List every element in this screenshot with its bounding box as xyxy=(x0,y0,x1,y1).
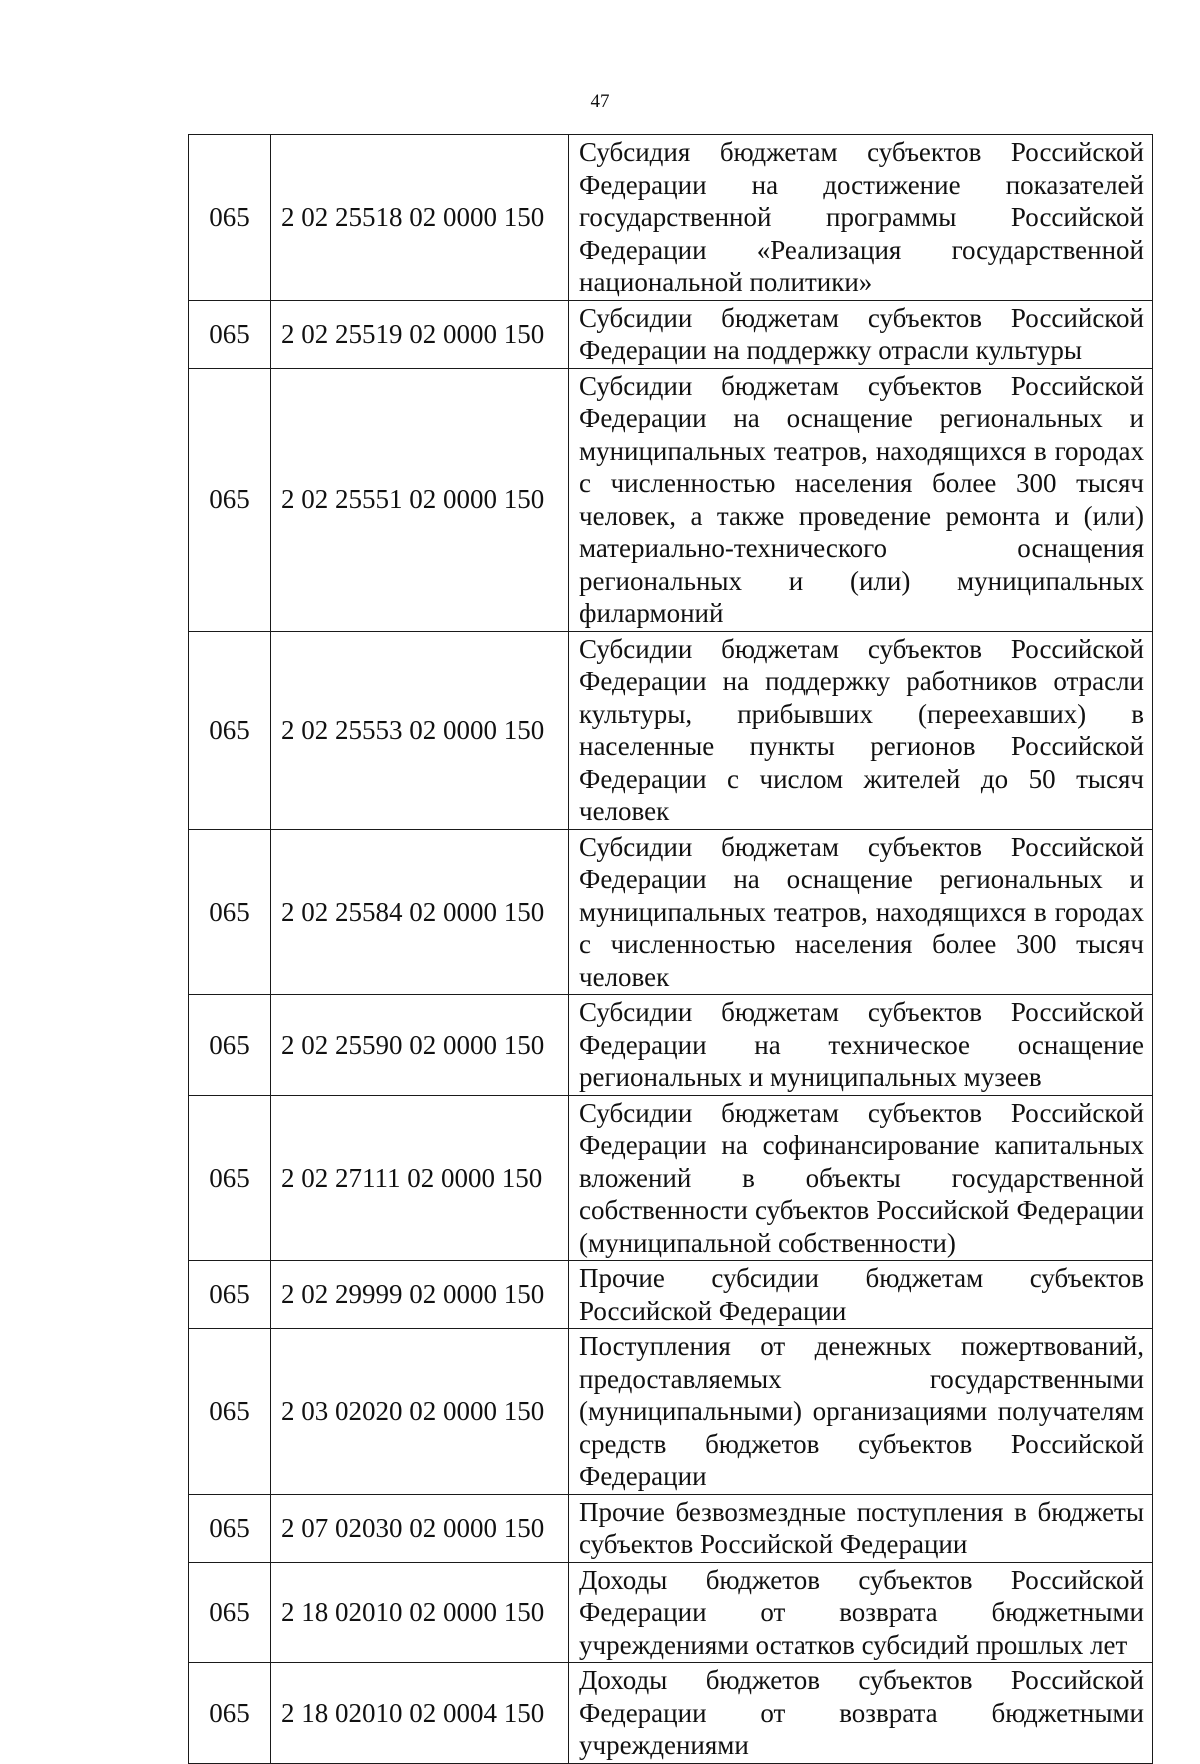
admin-code-cell: 065 xyxy=(189,1261,271,1329)
table-row xyxy=(189,995,1153,1096)
revenue-name-cell: Поступления от денежных пожертвований, предоставляемых государственными (муниципальными) организациями получателям средств бюджетов субъектов Российской Федерации xyxy=(569,1329,1153,1495)
admin-code-cell: 065 xyxy=(189,829,271,995)
table-row xyxy=(189,1261,1153,1329)
admin-code-cell: 065 xyxy=(189,995,271,1096)
table-row xyxy=(189,1329,1153,1495)
revenue-name-cell: Прочие безвозмездные поступления в бюджеты субъектов Российской Федерации xyxy=(569,1494,1153,1562)
budget-code-cell: 2 02 25551 02 0000 150 xyxy=(271,368,569,631)
budget-code-cell: 2 18 02010 02 0004 150 xyxy=(271,1663,569,1764)
budget-code-cell: 2 02 25584 02 0000 150 xyxy=(271,829,569,995)
budget-code-cell: 2 18 02010 02 0000 150 xyxy=(271,1562,569,1663)
revenue-name-cell: Доходы бюджетов субъектов Российской Федерации от возврата бюджетными учреждениями xyxy=(569,1663,1153,1764)
revenue-name-cell: Субсидии бюджетам субъектов Российской Федерации на техническое оснащение региональных и муниципальных музеев xyxy=(569,995,1153,1096)
admin-code-cell: 065 xyxy=(189,300,271,368)
budget-code-cell: 2 02 25519 02 0000 150 xyxy=(271,300,569,368)
table-row xyxy=(189,368,1153,631)
admin-code-cell: 065 xyxy=(189,1494,271,1562)
revenue-name-cell: Субсидии бюджетам субъектов Российской Федерации на софинансирование капитальных вложений в объекты государственной собственности субъектов Российской Федерации (муниципальной собственности) xyxy=(569,1095,1153,1261)
page-number: 47 xyxy=(590,91,610,112)
table-row xyxy=(189,1095,1153,1261)
admin-code-cell: 065 xyxy=(189,1329,271,1495)
table-row xyxy=(189,300,1153,368)
budget-revenue-table xyxy=(188,134,1153,1764)
admin-code-cell: 065 xyxy=(189,1562,271,1663)
budget-code-cell: 2 02 25590 02 0000 150 xyxy=(271,995,569,1096)
budget-code-cell: 2 07 02030 02 0000 150 xyxy=(271,1494,569,1562)
budget-code-cell: 2 02 25518 02 0000 150 xyxy=(271,135,569,301)
table-row xyxy=(189,1494,1153,1562)
admin-code-cell: 065 xyxy=(189,631,271,829)
table-row xyxy=(189,1562,1153,1663)
revenue-name-cell: Субсидия бюджетам субъектов Российской Федерации на достижение показателей государственной программы Российской Федерации «Реализация государственной национальной политики» xyxy=(569,135,1153,301)
table-row xyxy=(189,1663,1153,1764)
table-row xyxy=(189,631,1153,829)
revenue-name-cell: Субсидии бюджетам субъектов Российской Федерации на оснащение региональных и муниципальных театров, находящихся в городах с численностью населения более 300 тысяч человек, а также проведение ремонта и (или) материально-технического оснащения региональных и (или) муниципальных филармоний xyxy=(569,368,1153,631)
budget-code-cell: 2 02 25553 02 0000 150 xyxy=(271,631,569,829)
admin-code-cell: 065 xyxy=(189,1095,271,1261)
budget-code-cell: 2 02 27111 02 0000 150 xyxy=(271,1095,569,1261)
table-row xyxy=(189,135,1153,301)
revenue-name-cell: Субсидии бюджетам субъектов Российской Федерации на поддержку работников отрасли культуры, прибывших (переехавших) в населенные пункты регионов Российской Федерации с числом жителей до 50 тысяч человек xyxy=(569,631,1153,829)
revenue-name-cell: Субсидии бюджетам субъектов Российской Федерации на поддержку отрасли культуры xyxy=(569,300,1153,368)
admin-code-cell: 065 xyxy=(189,1663,271,1764)
budget-code-cell: 2 02 29999 02 0000 150 xyxy=(271,1261,569,1329)
revenue-name-cell: Субсидии бюджетам субъектов Российской Федерации на оснащение региональных и муниципальных театров, находящихся в городах с численностью населения более 300 тысяч человек xyxy=(569,829,1153,995)
admin-code-cell: 065 xyxy=(189,368,271,631)
revenue-name-cell: Прочие субсидии бюджетам субъектов Российской Федерации xyxy=(569,1261,1153,1329)
table-row xyxy=(189,829,1153,995)
revenue-name-cell: Доходы бюджетов субъектов Российской Федерации от возврата бюджетными учреждениями остатков субсидий прошлых лет xyxy=(569,1562,1153,1663)
budget-code-cell: 2 03 02020 02 0000 150 xyxy=(271,1329,569,1495)
admin-code-cell: 065 xyxy=(189,135,271,301)
